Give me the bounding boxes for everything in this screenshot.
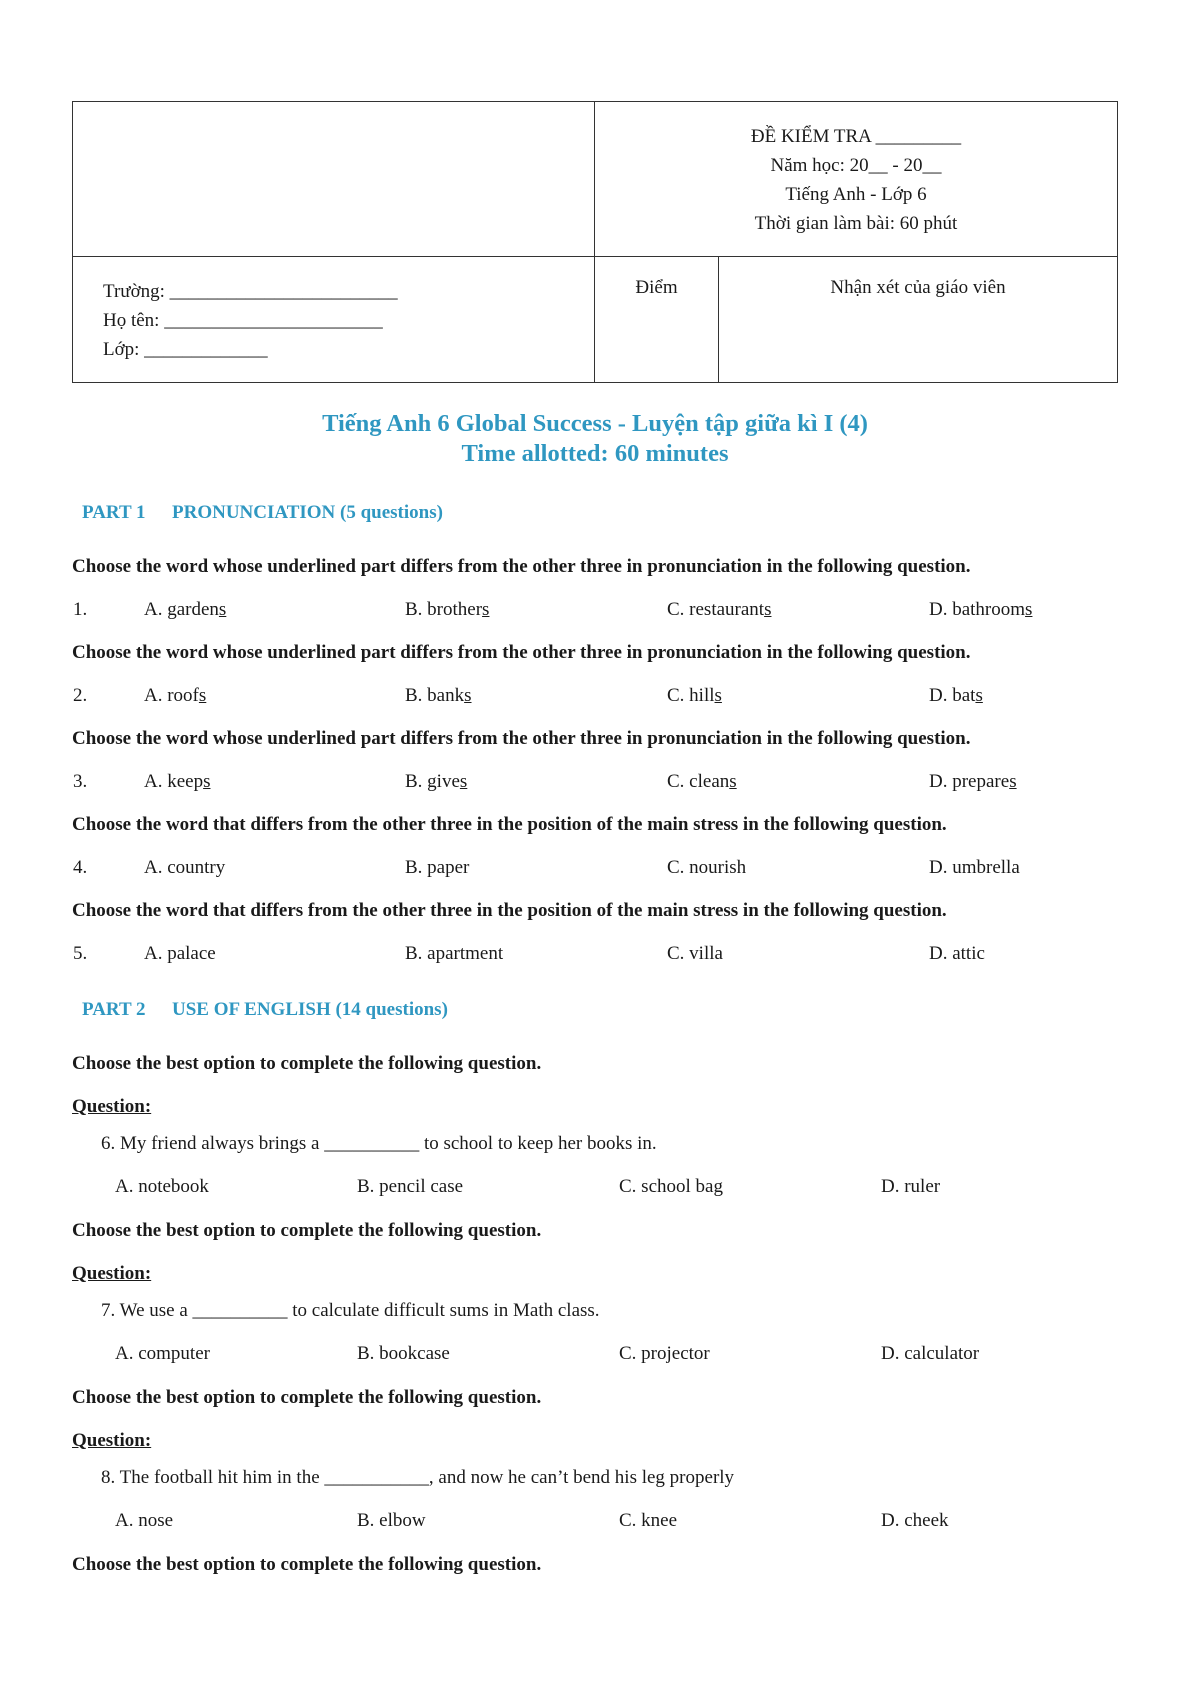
option-b[interactable]: B. gives <box>405 771 468 792</box>
option-c[interactable]: C. restaurants <box>667 599 772 620</box>
option-d[interactable]: D. calculator <box>881 1343 980 1364</box>
school-year: Năm học: 20__ - 20__ <box>770 155 942 176</box>
option-c[interactable]: C. villa <box>667 943 723 964</box>
part1-heading <box>82 502 443 524</box>
header-blank-cell <box>73 102 595 257</box>
question-number: 2. <box>73 685 88 706</box>
option-a[interactable]: A. palace <box>144 943 216 964</box>
instruction: Choose the word whose underlined part differs from the other three in pronunciation in the following question. <box>72 556 971 577</box>
option-d[interactable]: D. umbrella <box>929 857 1020 878</box>
part1-name: PRONUNCIATION (5 questions) <box>172 502 443 523</box>
option-a[interactable]: A. computer <box>115 1343 210 1364</box>
option-c[interactable]: C. projector <box>619 1343 710 1364</box>
question-number: 3. <box>73 771 88 792</box>
instruction: Choose the best option to complete the following question. <box>72 1387 542 1408</box>
option-d[interactable]: D. bats <box>929 685 983 706</box>
question-8-options <box>0 1510 1190 1536</box>
school-field: Trường: ________________________ <box>103 281 398 302</box>
instruction: Choose the word that differs from the other three in the position of the main stress in the following question. <box>72 814 947 835</box>
question-6-stem: 6. My friend always brings a __________ to school to keep her books in. <box>101 1133 657 1154</box>
option-d[interactable]: D. cheek <box>881 1510 949 1531</box>
option-d[interactable]: D. bathrooms <box>929 599 1033 620</box>
question-number: 5. <box>73 943 88 964</box>
instruction: Choose the word that differs from the other three in the position of the main stress in the following question. <box>72 900 947 921</box>
option-b[interactable]: B. apartment <box>405 943 504 964</box>
exam-header-table <box>72 101 1118 383</box>
question-7-stem: 7. We use a __________ to calculate difficult sums in Math class. <box>101 1300 600 1321</box>
question-7-options <box>0 1343 1190 1369</box>
option-d[interactable]: D. prepares <box>929 771 1017 792</box>
score-label: Điểm <box>635 277 678 298</box>
option-c[interactable]: C. cleans <box>667 771 737 792</box>
part2-number: PART 2 <box>82 999 146 1020</box>
instruction: Choose the best option to complete the following question. <box>72 1554 542 1575</box>
teacher-comment-cell <box>719 257 1117 382</box>
option-b[interactable]: B. bookcase <box>357 1343 450 1364</box>
option-b[interactable]: B. brothers <box>405 599 490 620</box>
option-b[interactable]: B. paper <box>405 857 470 878</box>
exam-title: ĐỀ KIỂM TRA _________ <box>750 126 962 147</box>
instruction: Choose the best option to complete the following question. <box>72 1220 542 1241</box>
option-a[interactable]: A. notebook <box>115 1176 209 1197</box>
question-4 <box>0 857 1190 883</box>
option-b[interactable]: B. banks <box>405 685 472 706</box>
subject-grade: Tiếng Anh - Lớp 6 <box>785 184 927 205</box>
time-allotted: Time allotted: 60 minutes <box>461 440 729 467</box>
teacher-comment-label: Nhận xét của giáo viên <box>830 277 1006 298</box>
name-field: Họ tên: _______________________ <box>103 310 383 331</box>
option-c[interactable]: C. hills <box>667 685 722 706</box>
option-b[interactable]: B. pencil case <box>357 1176 464 1197</box>
option-a[interactable]: A. keeps <box>144 771 211 792</box>
question-5 <box>0 943 1190 969</box>
class-field: Lớp: _____________ <box>103 339 268 360</box>
question-number: 1. <box>73 599 88 620</box>
option-d[interactable]: D. ruler <box>881 1176 941 1197</box>
document-title: Tiếng Anh 6 Global Success - Luyện tập giữa kì I (4) <box>322 410 868 437</box>
question-1 <box>0 599 1190 625</box>
instruction: Choose the word whose underlined part differs from the other three in pronunciation in the following question. <box>72 642 971 663</box>
option-a[interactable]: A. country <box>144 857 226 878</box>
question-2 <box>0 685 1190 711</box>
score-cell <box>595 257 719 382</box>
option-c[interactable]: C. nourish <box>667 857 747 878</box>
exam-info-cell <box>595 102 1117 257</box>
instruction: Choose the best option to complete the following question. <box>72 1053 542 1074</box>
question-3 <box>0 771 1190 797</box>
option-c[interactable]: C. knee <box>619 1510 678 1531</box>
question-8-stem: 8. The football hit him in the ___________, and now he can’t bend his leg properly <box>101 1467 735 1488</box>
question-number: 4. <box>73 857 88 878</box>
student-info-cell <box>73 257 595 382</box>
option-a[interactable]: A. gardens <box>144 599 227 620</box>
part1-number: PART 1 <box>82 502 146 523</box>
option-a[interactable]: A. roofs <box>144 685 207 706</box>
question-label: Question: <box>72 1096 152 1117</box>
option-c[interactable]: C. school bag <box>619 1176 723 1197</box>
option-a[interactable]: A. nose <box>115 1510 174 1531</box>
part2-heading <box>82 999 448 1021</box>
question-label: Question: <box>72 1263 152 1284</box>
option-b[interactable]: B. elbow <box>357 1510 426 1531</box>
option-d[interactable]: D. attic <box>929 943 985 964</box>
instruction: Choose the word whose underlined part differs from the other three in pronunciation in the following question. <box>72 728 971 749</box>
question-label: Question: <box>72 1430 152 1451</box>
exam-duration: Thời gian làm bài: 60 phút <box>754 213 958 234</box>
question-6-options <box>0 1176 1190 1202</box>
part2-name: USE OF ENGLISH (14 questions) <box>172 999 448 1020</box>
